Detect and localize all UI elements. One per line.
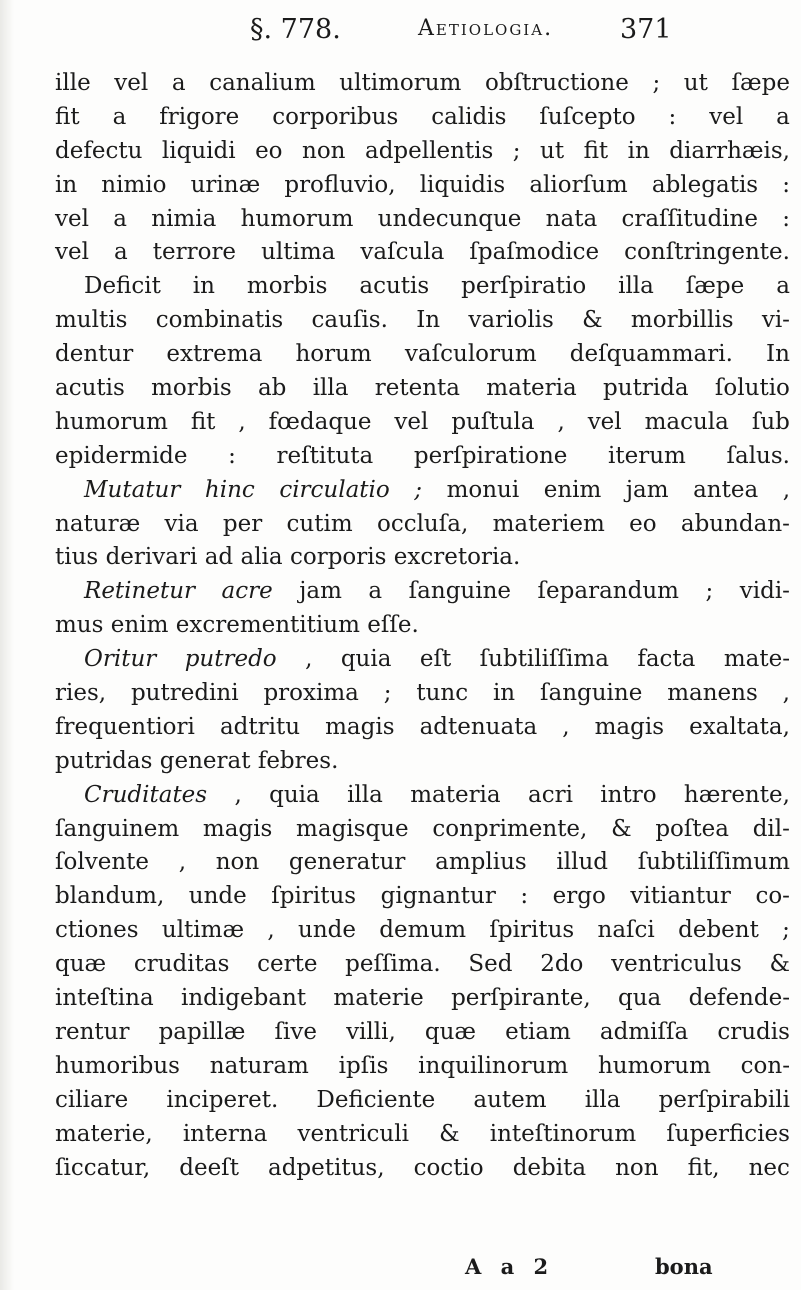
word: poſtea: [655, 815, 729, 842]
word: ſpiritus: [271, 883, 357, 910]
word: a: [368, 578, 383, 605]
section-number: §. 778.: [250, 14, 341, 45]
word: febres.: [257, 747, 339, 774]
word: vel: [587, 408, 622, 435]
word: ,: [238, 408, 246, 435]
text-line: [55, 101, 790, 135]
word: eo: [255, 137, 283, 164]
word: Sed: [468, 951, 513, 978]
word: ſubtiliſſima: [479, 646, 609, 673]
word: ventriculi: [297, 1120, 409, 1147]
word: ;: [782, 917, 790, 944]
word: quæ: [55, 951, 107, 978]
word: frequentiori: [55, 713, 195, 740]
word: vel: [394, 408, 429, 435]
word: mus: [55, 612, 104, 639]
word: frigore: [159, 103, 240, 130]
word: enim: [543, 476, 602, 503]
word: ſolvente: [55, 849, 149, 876]
text-line: [55, 711, 790, 745]
word: inteſtina: [55, 985, 154, 1012]
text-line: [55, 1016, 790, 1050]
word: ſub: [751, 408, 790, 435]
word: exaltata,: [689, 713, 790, 740]
word: generat: [159, 747, 251, 774]
text-line: [55, 948, 790, 982]
word: ultimorum: [339, 70, 462, 96]
word: Deficiente: [316, 1086, 436, 1113]
word: manens: [667, 680, 758, 707]
word: ad: [204, 544, 234, 571]
word: 2do: [540, 951, 584, 978]
word: putrida: [603, 375, 689, 402]
word: proxima: [263, 680, 359, 707]
word: morbillis: [630, 307, 734, 334]
word: undecunque: [377, 205, 522, 232]
word: In: [416, 307, 441, 334]
italic-word: Mutatur: [84, 476, 181, 503]
word: obſtructione: [484, 70, 629, 96]
word: ergo: [552, 883, 606, 910]
word: variolis: [468, 307, 554, 334]
word: a: [112, 103, 127, 130]
word: ciliare: [55, 1086, 129, 1113]
signature-mark: A a 2: [465, 1254, 555, 1279]
word: &: [611, 815, 632, 842]
word: vel: [55, 205, 89, 232]
text-line: [55, 677, 790, 711]
word: cutim: [286, 510, 353, 537]
word: :: [782, 205, 790, 232]
text-line: [55, 1152, 790, 1186]
word: autem: [473, 1086, 547, 1113]
word: facta: [637, 646, 696, 673]
word: unde: [188, 883, 247, 910]
word: ſanguinem: [55, 815, 180, 842]
word: :: [668, 103, 677, 130]
word: monui: [446, 476, 520, 503]
text-line: [55, 880, 790, 914]
word: tius: [55, 544, 99, 571]
text-line: [55, 406, 790, 440]
word: putredini: [130, 680, 239, 707]
word: non: [215, 849, 260, 876]
word: vidi-: [739, 578, 790, 605]
word: vaſculorum: [404, 341, 537, 368]
word: vel: [55, 239, 89, 266]
word: humorum: [597, 1052, 711, 1079]
word: amplius: [435, 849, 527, 876]
word: extrema: [166, 341, 263, 368]
word: defectu: [55, 137, 143, 164]
word: &: [769, 951, 790, 978]
word: quia: [269, 781, 320, 808]
word: mate-: [723, 646, 790, 673]
word: nec: [748, 1154, 790, 1181]
text-line: [55, 1084, 790, 1118]
word: retenta: [374, 375, 460, 402]
word: canalium: [209, 70, 316, 96]
word: acutis: [55, 375, 125, 402]
word: ventriculus: [611, 951, 742, 978]
text-line: [55, 982, 790, 1016]
word: ,: [557, 408, 565, 435]
word: illud: [556, 849, 609, 876]
italic-word: ;: [414, 476, 423, 503]
word: ,: [305, 646, 313, 673]
word: derivari: [105, 544, 198, 571]
word: in: [192, 273, 215, 300]
word: deeſt: [179, 1154, 239, 1181]
italic-word: Cruditates: [84, 781, 208, 808]
word: naturam: [209, 1052, 309, 1079]
word: &: [439, 1120, 460, 1147]
word: materia: [410, 781, 501, 808]
word: magis: [325, 713, 395, 740]
word: materie: [333, 985, 424, 1012]
word: indigebant: [181, 985, 307, 1012]
word: ſeparandum: [537, 578, 679, 605]
word: a: [776, 103, 790, 130]
word: tunc: [416, 680, 469, 707]
word: urinæ: [190, 171, 261, 198]
text-line: [55, 474, 790, 508]
word: ſæpe: [685, 273, 745, 300]
word: terrore: [152, 239, 237, 266]
text-line: [55, 135, 790, 169]
word: vitiantur: [630, 883, 731, 910]
word: ſanguine: [408, 578, 512, 605]
word: ,: [562, 713, 570, 740]
word: naſci: [597, 917, 655, 944]
word: defende-: [688, 985, 790, 1012]
word: vaſcula: [360, 239, 445, 266]
word: inteſtinorum: [489, 1120, 637, 1147]
word: debita: [512, 1154, 587, 1181]
word: papillæ: [158, 1018, 246, 1045]
word: puſtula: [451, 408, 535, 435]
word: ;: [383, 680, 392, 707]
word: ſiccatur,: [55, 1154, 151, 1181]
word: conſtringente.: [624, 239, 790, 266]
word: perſpirante,: [451, 985, 591, 1012]
word: ſpiritus: [489, 917, 575, 944]
word: intro: [600, 781, 657, 808]
word: vel: [709, 103, 744, 130]
word: ultimæ: [161, 917, 245, 944]
word: quia: [340, 646, 392, 673]
word: non: [615, 1154, 659, 1181]
word: ſalus.: [726, 442, 790, 469]
word: eſt: [419, 646, 452, 673]
word: ſuſcepto: [539, 103, 636, 130]
text-line: [55, 270, 790, 304]
word: ſive: [274, 1018, 317, 1045]
word: a: [113, 205, 127, 232]
word: in: [627, 137, 650, 164]
word: ,: [234, 781, 242, 808]
text-line: [55, 338, 790, 372]
word: ipſis: [338, 1052, 389, 1079]
word: ſæpe: [731, 70, 790, 96]
word: In: [766, 341, 790, 368]
text-line: [55, 914, 790, 948]
italic-word: Retinetur: [84, 578, 196, 605]
text-line: [55, 304, 790, 338]
word: illa: [618, 273, 654, 300]
word: ſanguine: [539, 680, 643, 707]
text-line: [55, 643, 790, 677]
word: magisque: [296, 815, 409, 842]
text-line: [55, 236, 790, 270]
word: vi-: [761, 307, 790, 334]
word: coctio: [413, 1154, 484, 1181]
word: blandum,: [55, 883, 165, 910]
page-binding-edge: [0, 0, 14, 1290]
word: ,: [782, 680, 790, 707]
word: adtritu: [219, 713, 301, 740]
word: morbis: [151, 375, 232, 402]
word: ablegatis: [651, 171, 759, 198]
word: macula: [644, 408, 729, 435]
word: liquidis: [419, 171, 506, 198]
word: ab: [257, 375, 287, 402]
word: fit: [55, 103, 80, 130]
catchword: bona: [655, 1254, 713, 1279]
word: ſolutio: [714, 375, 790, 402]
word: interna: [182, 1120, 268, 1147]
word: illa: [584, 1086, 621, 1113]
word: horum: [295, 341, 372, 368]
word: multis: [55, 307, 128, 334]
word: :: [782, 171, 790, 198]
word: putridas: [55, 747, 153, 774]
text-line: [55, 1118, 790, 1152]
word: ſpaſmodice: [469, 239, 600, 266]
word: ;: [512, 137, 521, 164]
word: ut: [540, 137, 565, 164]
word: reſtituta: [276, 442, 374, 469]
word: abundan-: [680, 510, 790, 537]
text-line: [55, 779, 790, 813]
word: ;: [652, 70, 661, 96]
word: ,: [782, 476, 790, 503]
word: villi,: [346, 1018, 396, 1045]
word: &: [582, 307, 603, 334]
word: inquilinorum: [418, 1052, 569, 1079]
word: humoribus: [55, 1052, 180, 1079]
word: perſpiratio: [461, 273, 587, 300]
word: fit: [583, 137, 609, 164]
word: Deficit: [84, 273, 161, 300]
text-line: [55, 813, 790, 847]
word: materiem: [492, 510, 605, 537]
page-number: 371: [620, 14, 672, 45]
word: fœdaque: [268, 408, 372, 435]
word: diarrhæis,: [669, 137, 790, 164]
word: dil-: [752, 815, 790, 842]
text-line: [55, 372, 790, 406]
word: per: [222, 510, 263, 537]
word: inciperet.: [166, 1086, 279, 1113]
word: dentur: [55, 341, 134, 368]
word: iterum: [608, 442, 686, 469]
word: nimio: [101, 171, 167, 198]
word: alia: [240, 544, 283, 571]
word: profluvio,: [284, 171, 396, 198]
word: a: [114, 239, 128, 266]
word: jam: [299, 578, 342, 605]
word: ,: [178, 849, 187, 876]
word: ſuperficies: [666, 1120, 790, 1147]
word: demum: [379, 917, 467, 944]
text-line: [55, 1050, 790, 1084]
word: ries,: [55, 680, 107, 707]
italic-word: hinc: [204, 476, 255, 503]
word: vel: [114, 70, 149, 96]
word: illa: [312, 375, 349, 402]
word: ille: [55, 70, 91, 96]
word: antea: [693, 476, 759, 503]
word: ,: [267, 917, 275, 944]
word: ;: [705, 578, 714, 605]
text-line: [55, 440, 790, 474]
word: a: [171, 70, 186, 96]
text-line: [55, 575, 790, 609]
word: certe: [257, 951, 318, 978]
text-line: [55, 67, 790, 101]
word: ut: [683, 70, 708, 96]
word: fit,: [687, 1154, 720, 1181]
word: enim: [110, 612, 169, 639]
word: gignantur: [380, 883, 496, 910]
word: humorum: [240, 205, 354, 232]
word: combinatis: [155, 307, 284, 334]
running-head: [250, 14, 790, 54]
word: conprimente,: [432, 815, 588, 842]
word: ctiones: [55, 917, 139, 944]
word: jam: [625, 476, 669, 503]
word: etiam: [505, 1018, 571, 1045]
word: in: [55, 171, 78, 198]
word: :: [228, 442, 236, 469]
word: eſſe.: [367, 612, 419, 639]
text-line: [55, 541, 790, 575]
word: :: [520, 883, 529, 910]
word: eo: [629, 510, 657, 537]
word: hærente,: [683, 781, 790, 808]
word: debent: [678, 917, 759, 944]
page-footer: [55, 1254, 790, 1286]
running-title: Aetiologia.: [418, 16, 554, 41]
word: admiſſa: [599, 1018, 689, 1045]
word: illa: [347, 781, 383, 808]
word: aliorſum: [529, 171, 628, 198]
word: acutis: [359, 273, 430, 300]
word: acri: [527, 781, 573, 808]
word: materie,: [55, 1120, 153, 1147]
text-line: [55, 508, 790, 542]
word: corporibus: [272, 103, 399, 130]
word: adpetitus,: [267, 1154, 385, 1181]
word: perſpiratione: [413, 442, 568, 469]
word: magis: [594, 713, 665, 740]
word: in: [492, 680, 516, 707]
word: unde: [298, 917, 356, 944]
word: rentur: [55, 1018, 130, 1045]
text-line: [55, 609, 790, 643]
text-line: [55, 169, 790, 203]
word: deſquammari.: [569, 341, 733, 368]
italic-word: Oritur: [84, 646, 157, 673]
word: cruditas: [133, 951, 230, 978]
word: cauſis.: [311, 307, 388, 334]
word: con-: [740, 1052, 790, 1079]
word: calidis: [431, 103, 507, 130]
word: peſſima.: [345, 951, 441, 978]
word: epidermide: [55, 442, 188, 469]
word: generatur: [288, 849, 406, 876]
word: ultima: [261, 239, 336, 266]
italic-word: putredo: [184, 646, 277, 673]
word: quæ: [424, 1018, 477, 1045]
word: materia: [486, 375, 577, 402]
text-line: [55, 745, 790, 779]
word: adpellentis: [364, 137, 494, 164]
word: via: [164, 510, 199, 537]
word: ſubtiliſſimum: [637, 849, 790, 876]
italic-word: circulatio: [279, 476, 390, 503]
italic-word: acre: [221, 578, 273, 605]
word: perſpirabili: [658, 1086, 790, 1113]
text-line: [55, 203, 790, 237]
word: morbis: [246, 273, 328, 300]
body-text: [55, 67, 790, 1185]
word: co-: [755, 883, 790, 910]
word: a: [776, 273, 790, 300]
word: qua: [618, 985, 662, 1012]
word: excretoria.: [393, 544, 521, 571]
word: liquidi: [161, 137, 236, 164]
word: nimia: [151, 205, 217, 232]
word: crudis: [717, 1018, 790, 1045]
word: nata: [545, 205, 598, 232]
word: naturæ: [55, 510, 141, 537]
word: excrementitium: [175, 612, 360, 639]
word: corporis: [289, 544, 387, 571]
word: adtenuata: [419, 713, 538, 740]
word: fit: [190, 408, 216, 435]
text-line: [55, 846, 790, 880]
word: humorum: [55, 408, 168, 435]
word: craſſitudine: [621, 205, 758, 232]
word: non: [302, 137, 346, 164]
word: occluſa,: [376, 510, 469, 537]
word: magis: [202, 815, 273, 842]
